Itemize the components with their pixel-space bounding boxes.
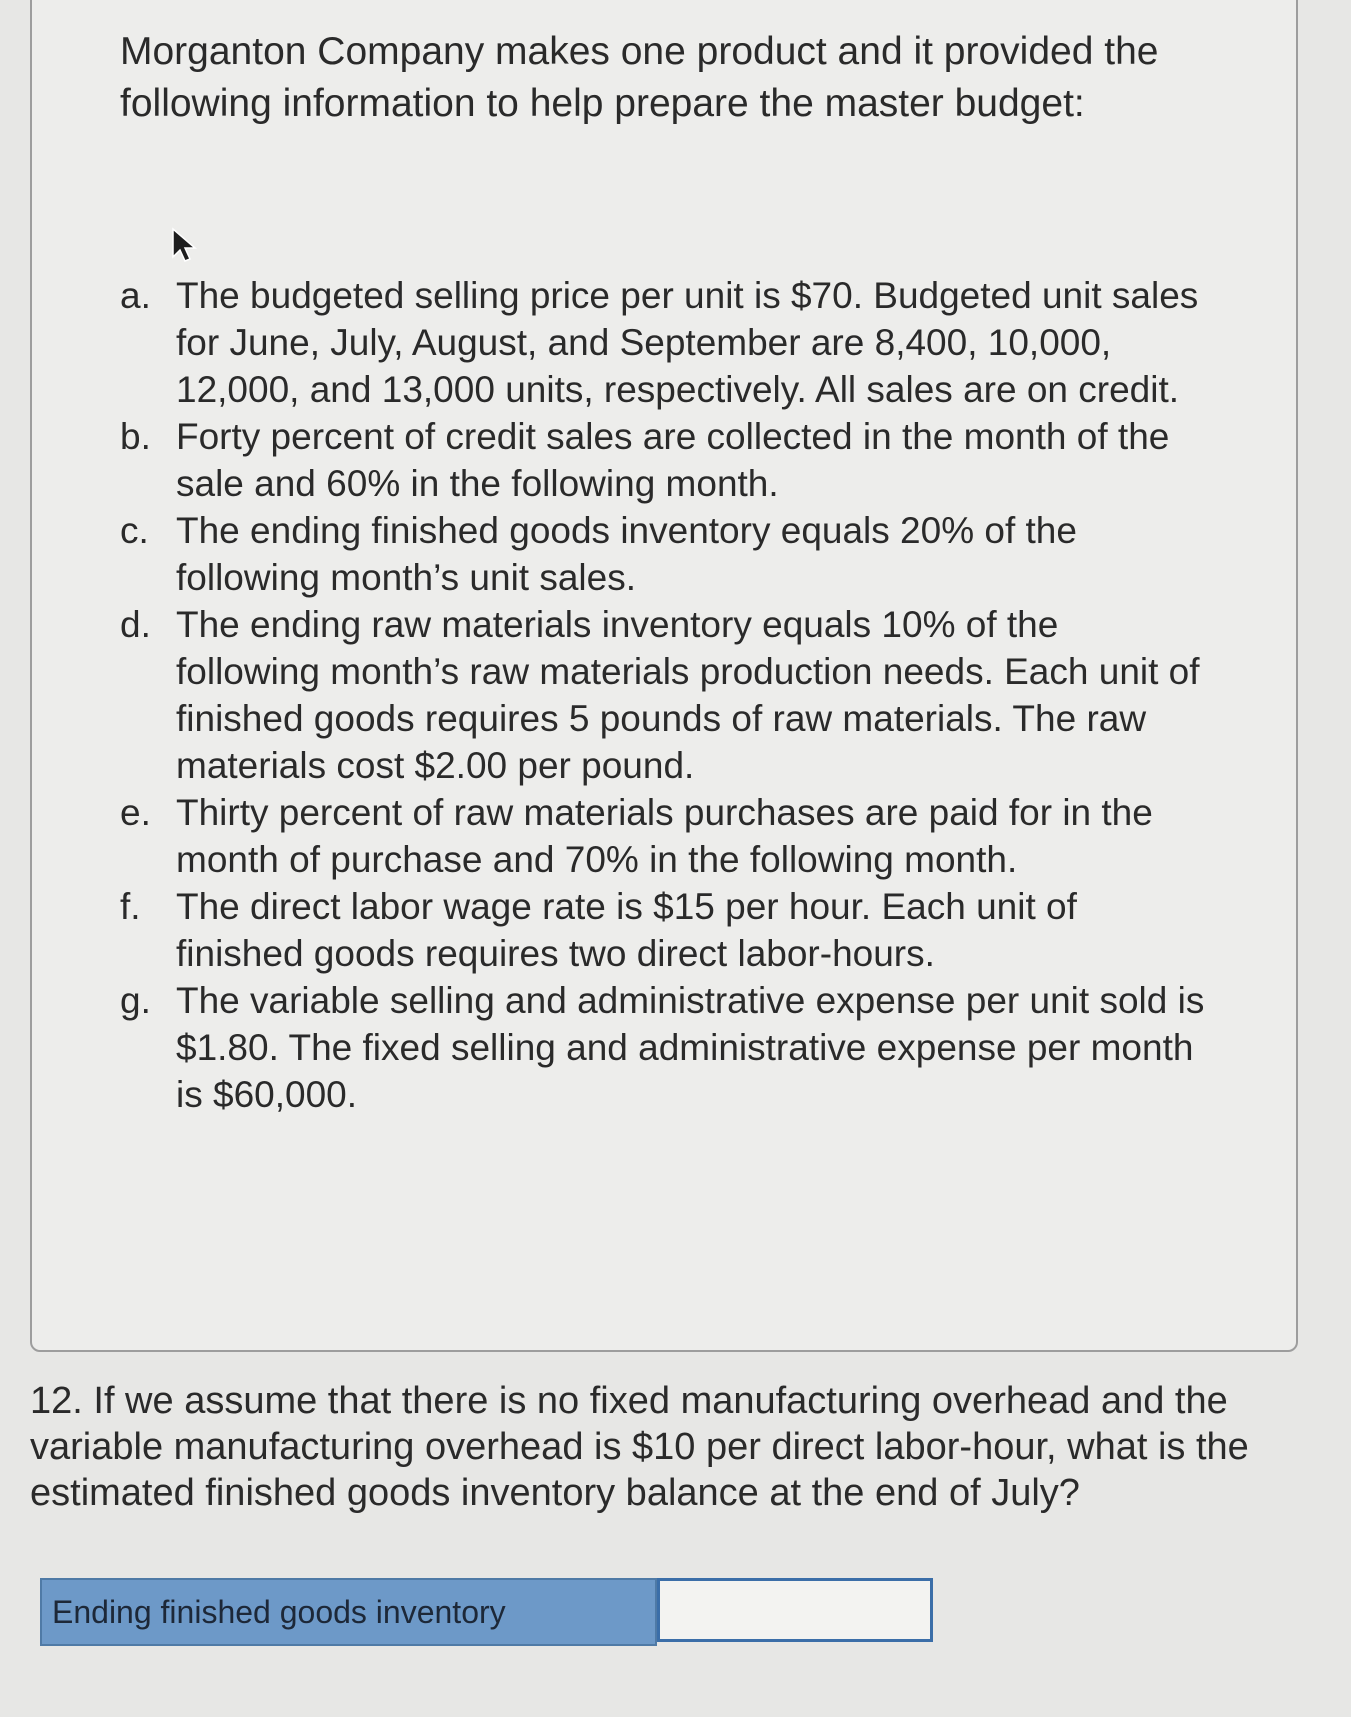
list-item: [120, 507, 1210, 601]
item-text: The variable selling and administrative expense per unit sold is $1.80. The fixed selling and administrative expense per month is $60,000.: [176, 980, 1205, 1115]
info-list: [120, 272, 1210, 1118]
item-letter: e.: [120, 792, 151, 833]
item-letter: a.: [120, 275, 151, 316]
item-letter: d.: [120, 604, 151, 645]
item-text: The budgeted selling price per unit is $70. Budgeted unit sales for June, July, August, and September are 8,400, 10,000, 12,000, and 13,000 units, respectively. All sales are on credit.: [176, 275, 1199, 410]
item-letter: b.: [120, 416, 151, 457]
item-text: The ending finished goods inventory equals 20% of the following month’s unit sales.: [176, 510, 1077, 598]
item-text: Forty percent of credit sales are collected in the month of the sale and 60% in the following month.: [176, 416, 1170, 504]
answer-label: Ending finished goods inventory: [40, 1578, 657, 1646]
answer-input[interactable]: [657, 1578, 933, 1642]
intro-text: Morganton Company makes one product and it provided the following information to help prepare the master budget:: [120, 30, 1159, 125]
item-text: The direct labor wage rate is $15 per hour. Each unit of finished goods requires two direct labor-hours.: [176, 886, 1077, 974]
mouse-pointer-icon: [170, 227, 200, 267]
list-item: [120, 789, 1210, 883]
list-item: [120, 883, 1210, 977]
list-item: [120, 413, 1210, 507]
item-letter: f.: [120, 886, 141, 927]
list-item: [120, 977, 1210, 1118]
item-letter: c.: [120, 510, 149, 551]
list-item: [120, 272, 1210, 413]
list-item: [120, 601, 1210, 789]
answer-row: [40, 1578, 933, 1646]
item-text: The ending raw materials inventory equals 10% of the following month’s raw materials production needs. Each unit of finished goods requires 5 pounds of raw materials. The raw materials cost $2.00 per pound.: [176, 604, 1200, 786]
item-text: Thirty percent of raw materials purchases are paid for in the month of purchase and 70% in the following month.: [176, 792, 1153, 880]
item-letter: g.: [120, 980, 151, 1021]
question-text: 12. If we assume that there is no fixed manufacturing overhead and the variable manufacturing overhead is $10 per direct labor-hour, what is the estimated finished goods inventory balance at the end of July?: [30, 1380, 1249, 1514]
